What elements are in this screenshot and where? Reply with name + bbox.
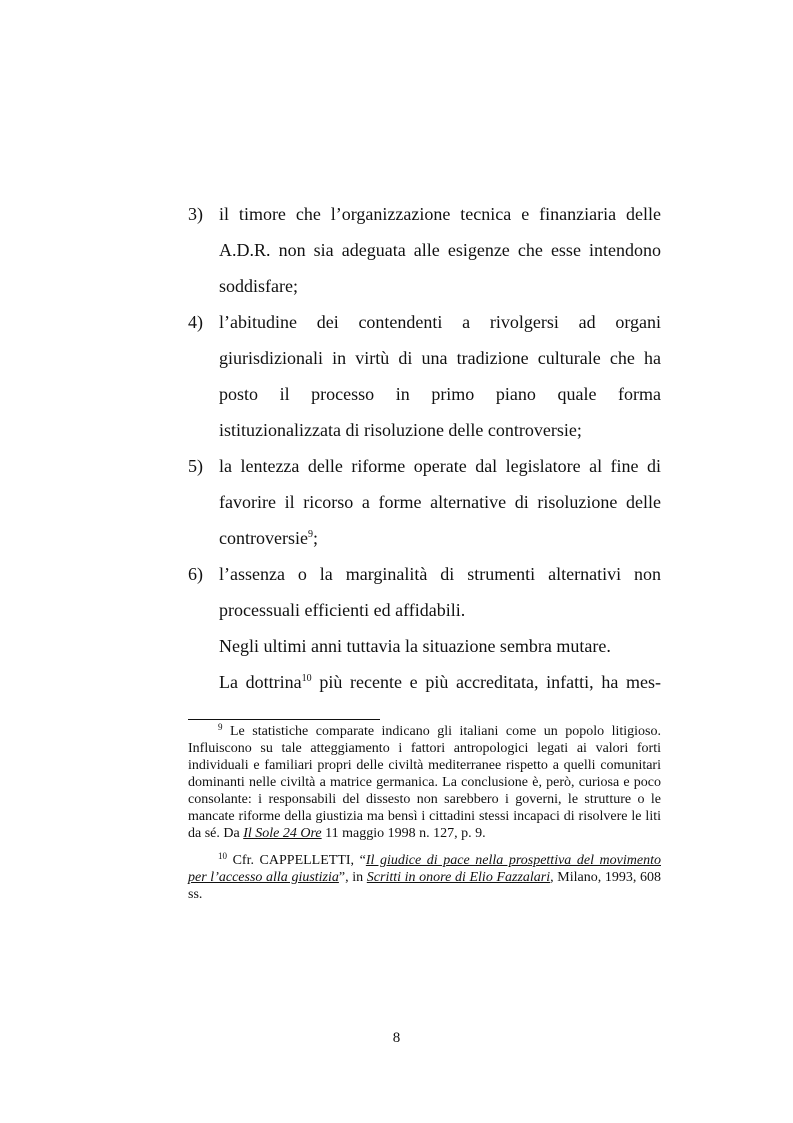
list-item-number: 5) <box>188 456 203 476</box>
list-item-text: l’abitudine dei contendenti a rivolgersi ad organi giurisdizionali in virtù di una tradizione culturale che ha posto il processo in primo piano quale forma istituzionalizzata di risoluzione delle controversie; <box>219 312 661 440</box>
paragraph: Negli ultimi anni tuttavia la situazione sembra mutare. <box>219 636 611 656</box>
list-item-6 <box>188 556 661 628</box>
footnote-article-title: Il giudice di pace nella prospettiva del movimento per l’accesso alla giustizia <box>188 853 661 885</box>
footnote-source: Il Sole 24 Ore <box>243 826 322 841</box>
footnote-ref-10[interactable]: 10 <box>301 673 312 684</box>
list-item-4 <box>188 304 661 448</box>
paragraph-text: La dottrina <box>219 672 302 692</box>
list-item-5 <box>188 448 661 556</box>
footnote-mark: 10 <box>218 851 227 861</box>
main-text <box>188 196 661 700</box>
footnote-text: Le statistiche comparate indicano gli italiani come un popolo litigioso. Influiscono su tale atteggiamento i fattori antropologici legati ai valori forti individuali e familiari propri delle civiltà mediterranee rispetto a quelli comunitari dominanti nelle civiltà a matrice germanica. La conclusione è, però, curiosa e poco consolante: i responsabili del dissesto non sarebbero i governi, le strutture o le mancate riforme della giustizia ma bensì i cittadini stessi incapaci di risolvere le liti da sé. Da <box>188 724 661 841</box>
footnote-book-title: Scritti in onore di Elio Fazzalari <box>366 870 551 885</box>
footnote-text: 11 maggio 1998 n. 127, p. 9. <box>321 826 486 841</box>
list-item-3 <box>188 196 661 304</box>
page-number: 8 <box>392 1030 401 1046</box>
list-item-tail: ; <box>312 528 318 548</box>
footnote-text: , Milano, 1993, 608 ss. <box>188 870 661 902</box>
list-item-number: 6) <box>188 564 203 584</box>
footnote-9 <box>188 723 661 842</box>
footnote-10 <box>188 852 661 903</box>
footnotes <box>188 723 661 913</box>
footnote-separator <box>188 719 380 720</box>
list-item-text: l’assenza o la marginalità di strumenti alternativi non processuali efficienti ed affidabili. <box>219 564 661 620</box>
paragraph <box>188 664 661 700</box>
list-item-number: 4) <box>188 312 203 332</box>
footnote-ref-9[interactable]: 9 <box>307 529 313 540</box>
footnote-text: ”, in <box>338 870 367 885</box>
list-item-text: il timore che l’organizzazione tecnica e finanziaria delle A.D.R. non sia adeguata alle esigenze che esse intendono soddisfare; <box>219 204 661 296</box>
paragraph-text: più recente e più accreditata, infatti, ha mes- <box>311 672 661 692</box>
footnote-mark: 9 <box>218 722 223 732</box>
footnote-text: Cfr. CAPPELLETTI, “ <box>227 853 366 868</box>
list-item-number: 3) <box>188 204 203 224</box>
list-item-text: la lentezza delle riforme operate dal legislatore al fine di favorire il ricorso a forme alternative di risoluzione delle controversie <box>219 456 661 548</box>
